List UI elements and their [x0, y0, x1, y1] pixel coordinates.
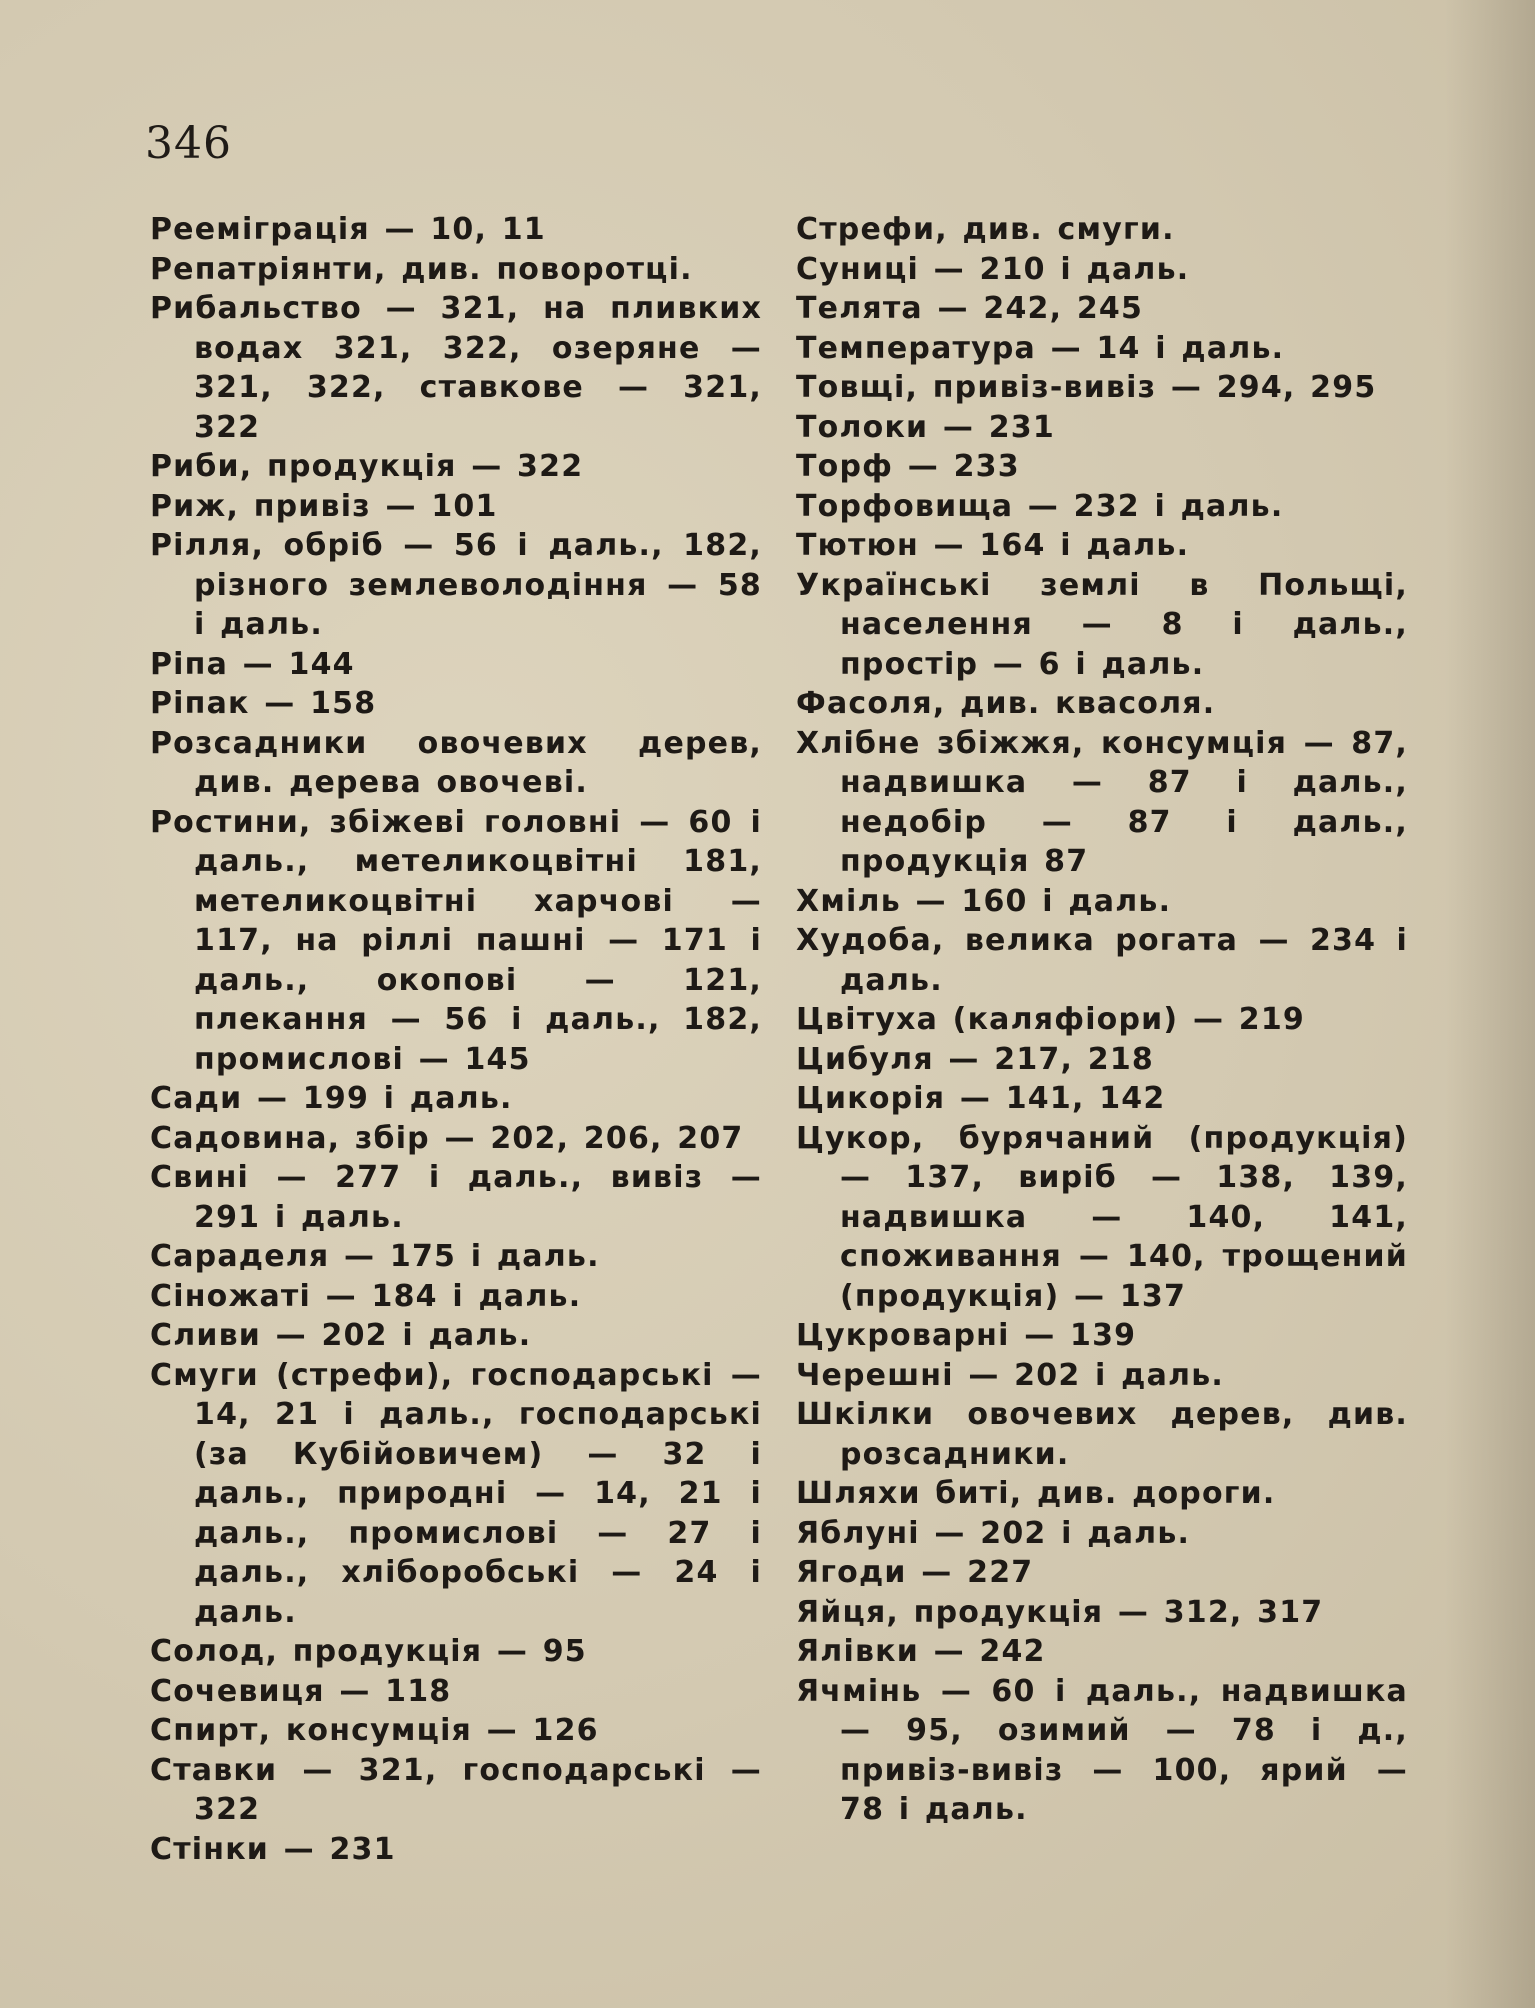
- index-entry: Спирт, консумція — 126: [150, 1713, 599, 1748]
- page-edge-shadow: [1445, 0, 1535, 2008]
- page-number: 346: [145, 118, 232, 169]
- index-entry: Худоба, велика рогата — 234 і даль.: [796, 923, 1408, 998]
- index-entry: Розсадники овочевих дерев, див. дерева овочеві.: [150, 725, 762, 800]
- index-entry: Ставки — 321, господарські — 322: [150, 1752, 762, 1827]
- index-entry: Шляхи биті, див. дороги.: [796, 1476, 1276, 1511]
- index-entry: Цикорія — 141, 142: [796, 1081, 1166, 1116]
- index-entry: Стінки — 231: [150, 1831, 396, 1867]
- index-entry: Садовина, збір — 202, 206, 207: [150, 1120, 744, 1156]
- index-entry: Яблуні — 202 і даль.: [796, 1515, 1191, 1551]
- index-entry: Ягоди — 227: [796, 1555, 1034, 1590]
- index-entry: Шкілки овочевих дерев, див. розсадники.: [796, 1397, 1408, 1472]
- index-entry: Суниці — 210 і даль.: [796, 251, 1190, 287]
- index-entry: Сараделя — 175 і даль.: [150, 1239, 600, 1274]
- index-entry: Ячмінь — 60 і даль., надвишка — 95, озимий — 78 і д., привіз-вивіз — 100, ярий — 78 і даль.: [796, 1673, 1408, 1827]
- index-entry: Торфовища — 232 і даль.: [796, 488, 1284, 524]
- index-entry: Ялівки — 242: [796, 1634, 1046, 1669]
- index-entry: Температура — 14 і даль.: [796, 330, 1285, 366]
- index-entry: Ріпа — 144: [150, 646, 355, 682]
- index-entry: Рілля, обріб — 56 і даль., 182, різного землеволодіння — 58 і даль.: [150, 528, 762, 642]
- index-entry: Риж, привіз — 101: [150, 488, 498, 524]
- index-entry: Толоки — 231: [796, 409, 1055, 445]
- index-entry: Черешні — 202 і даль.: [796, 1357, 1224, 1393]
- index-entry: Рибальство — 321, на пливких водах 321, 322, озеряне — 321, 322, ставкове — 321, 322: [150, 291, 762, 445]
- index-entry: Торф — 233: [796, 449, 1020, 484]
- index-entry: Сіножаті — 184 і даль.: [150, 1278, 582, 1314]
- index-entry: Тютюн — 164 і даль.: [796, 528, 1190, 563]
- index-entry: Рееміграція — 10, 11: [150, 212, 546, 247]
- index-entry: Стрефи, див. смуги.: [796, 212, 1175, 247]
- index-entry: Хміль — 160 і даль.: [796, 883, 1172, 919]
- index-entry: Сади — 199 і даль.: [150, 1081, 513, 1116]
- index-entry: Риби, продукція — 322: [150, 449, 584, 484]
- index-entry: Ростини, збіжеві головні — 60 і даль., метеликоцвітні 181, метеликоцвітні харчові — 117, на ріллі пашні — 171 і даль., окопові — 121, плекання — 56 і даль., 182, промислові — 145: [150, 804, 762, 1077]
- index-entry: Українські землі в Польщі, населення — 8 і даль., простір — 6 і даль.: [796, 567, 1408, 682]
- index-entry: Свині — 277 і даль., вивіз — 291 і даль.: [150, 1160, 762, 1235]
- index-entry: Телята — 242, 245: [796, 291, 1144, 326]
- index-entry: Товщі, привіз-вивіз — 294, 295: [796, 370, 1377, 405]
- index-entry: Цвітуха (каляфіори) — 219: [796, 1002, 1306, 1037]
- index-entry: Ріпак — 158: [150, 686, 377, 721]
- index-entry: Смуги (стрефи), господарські — 14, 21 і даль., господарські (за Кубійовичем) — 32 і даль., природні — 14, 21 і даль., промислові — 27 і даль., хліборобські — 24 і даль.: [150, 1357, 762, 1630]
- index-entry: Цукор, бурячаний (продукція) — 137, виріб — 138, 139, надвишка — 140, 141, споживання — 140, трощений (продукція) — 137: [796, 1120, 1408, 1314]
- index-entry: Сливи — 202 і даль.: [150, 1318, 532, 1353]
- index-entry: Цукроварні — 139: [796, 1318, 1137, 1353]
- index-entry: Фасоля, див. квасоля.: [796, 686, 1216, 721]
- index-entry: Сочевиця — 118: [150, 1673, 452, 1709]
- index-column-left: [150, 210, 762, 1869]
- index-entry: Репатріянти, див. поворотці.: [150, 251, 693, 287]
- index-entry: Яйця, продукція — 312, 317: [796, 1594, 1324, 1630]
- index-column-right: [796, 210, 1408, 1830]
- index-entry: Солод, продукція — 95: [150, 1634, 587, 1669]
- index-entry: Цибуля — 217, 218: [796, 1041, 1154, 1077]
- index-entry: Хлібне збіжжя, консумція — 87, надвишка — 87 і даль., недобір — 87 і даль., продукція 87: [796, 725, 1408, 879]
